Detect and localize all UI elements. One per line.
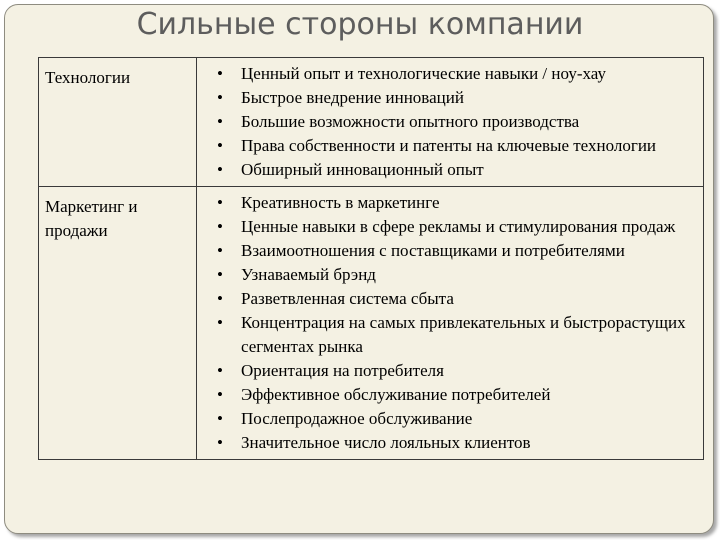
table-row	[39, 58, 704, 187]
slide	[4, 4, 714, 534]
list-item: • Узнаваемый брэнд	[241, 263, 697, 287]
items-cell	[197, 187, 704, 460]
list-item: • Ценный опыт и технологические навыки / ноу-хау	[241, 62, 697, 86]
list-item: • Быстрое внедрение инноваций	[241, 86, 697, 110]
list-item: • Ориентация на потребителя	[241, 359, 697, 383]
items-cell	[197, 58, 704, 187]
category-cell: Маркетинг и продажи	[39, 187, 197, 460]
list-item: • Концентрация на самых привлекательных и быстрорастущих сегментах рынка	[241, 311, 697, 359]
bullet-list	[209, 191, 697, 455]
list-item: • Ценные навыки в сфере рекламы и стимулирования продаж	[241, 215, 697, 239]
slide-title: Сильные стороны компании	[136, 7, 584, 42]
list-item: • Права собственности и патенты на ключевые технологии	[241, 134, 697, 158]
list-item: • Послепродажное обслуживание	[241, 407, 697, 431]
list-item: • Креативность в маркетинге	[241, 191, 697, 215]
list-item: • Значительное число лояльных клиентов	[241, 431, 697, 455]
bullet-list	[209, 62, 697, 182]
list-item: • Обширный инновационный опыт	[241, 158, 697, 182]
table-row	[39, 187, 704, 460]
strengths-table	[38, 57, 704, 460]
list-item: • Взаимоотношения с поставщиками и потребителями	[241, 239, 697, 263]
list-item: • Большие возможности опытного производства	[241, 110, 697, 134]
list-item: • Эффективное обслуживание потребителей	[241, 383, 697, 407]
list-item: • Разветвленная система сбыта	[241, 287, 697, 311]
category-cell: Технологии	[39, 58, 197, 187]
